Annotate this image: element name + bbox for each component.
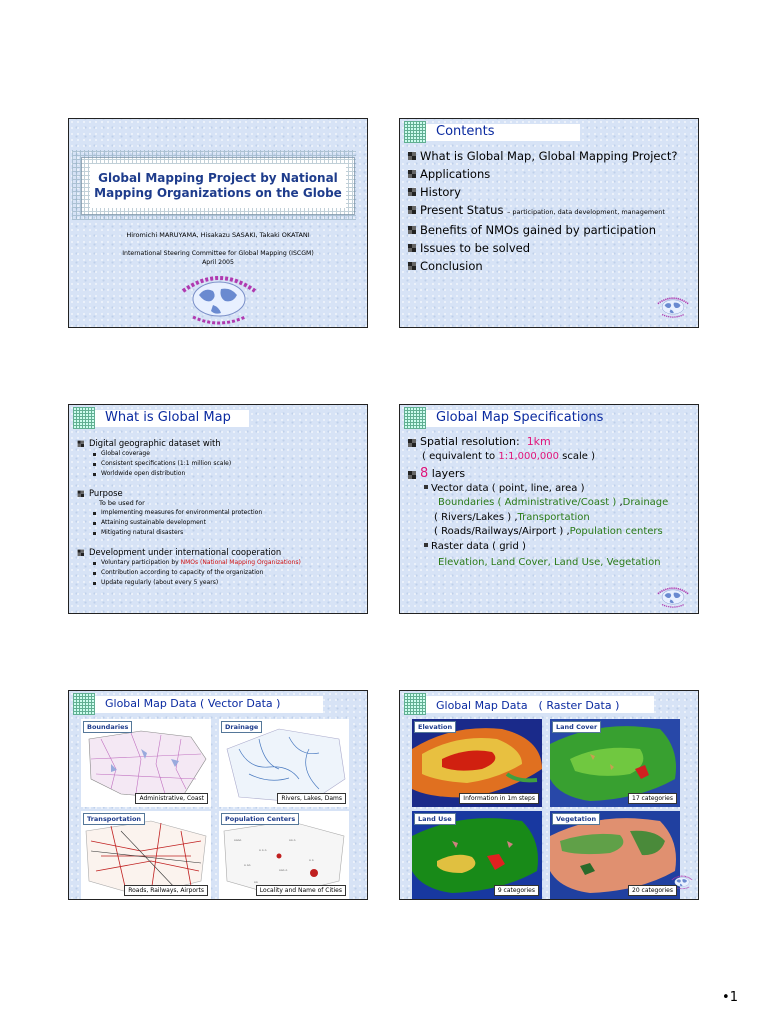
sub-item: Contribution according to capacity of the organization xyxy=(77,568,363,578)
slide-title: Global Map Data ( Vector Data ) xyxy=(105,697,281,710)
header-grid-icon xyxy=(73,693,95,715)
slide-header xyxy=(404,121,580,143)
svg-text:o oo: o oo xyxy=(244,863,251,867)
list-item: Digital geographic dataset with xyxy=(77,438,363,449)
list-item: Conclusion xyxy=(408,257,692,275)
panel-caption: Information in 1m steps xyxy=(459,793,539,804)
bullet-icon xyxy=(408,226,416,234)
spec-vector: Vector data ( point, line, area ) xyxy=(408,482,694,497)
sub-item: Consistent specifications (1:1 million scale) xyxy=(77,459,363,469)
list-item: History xyxy=(408,183,692,201)
list-item: Applications xyxy=(408,165,692,183)
population-centers-map xyxy=(219,811,349,899)
organization xyxy=(69,249,367,267)
bullet-icon xyxy=(408,206,416,214)
slide-vector-data xyxy=(68,690,368,900)
slide-title: Global Map Data ( Raster Data ) xyxy=(436,699,620,712)
bullet-icon xyxy=(408,439,416,447)
slide-header xyxy=(404,693,654,715)
bullet-icon xyxy=(408,152,416,160)
svg-text:oo: oo xyxy=(254,880,258,884)
iscgm-logo-icon xyxy=(169,271,269,327)
slide-title: What is Global Map xyxy=(105,410,231,425)
date: April 2005 xyxy=(202,259,234,266)
panel-tag: Land Cover xyxy=(552,721,601,733)
spec-list xyxy=(408,435,694,571)
spec-raster: Raster data ( grid ) xyxy=(408,540,694,555)
authors: Hiromichi MARUYAMA, Hisakazu SASAKI, Takaki OKATANI xyxy=(126,231,310,239)
org-name: International Steering Committee for Global Mapping (ISCGM) xyxy=(122,250,314,257)
header-grid-icon xyxy=(404,693,426,715)
panel-tag: Transportation xyxy=(83,813,145,825)
svg-text:o o o: o o o xyxy=(259,848,267,852)
spec-raster-layers: Elevation, Land Cover, Land Use, Vegetation xyxy=(438,557,661,568)
bullet-icon xyxy=(408,170,416,178)
panel-tag: Vegetation xyxy=(552,813,600,825)
sub-item: Voluntary participation by NMOs (National Mapping Organizations) xyxy=(77,558,363,568)
svg-text:oooo: oooo xyxy=(234,838,242,842)
panel-tag: Elevation xyxy=(414,721,456,733)
panel-caption: 9 categories xyxy=(494,885,539,896)
panel-caption: Locality and Name of Cities xyxy=(256,885,346,896)
sub-item: Attaining sustainable development xyxy=(77,518,363,528)
svg-text:oo o: oo o xyxy=(289,838,296,842)
slide-raster-data xyxy=(399,690,699,900)
slide-title: Contents xyxy=(436,124,495,139)
title-line-1: Global Mapping Project by National xyxy=(98,171,338,185)
spec-layers: 8 layers xyxy=(408,467,694,482)
list-item: Purpose xyxy=(77,488,363,499)
panel-caption: Rivers, Lakes, Dams xyxy=(277,793,346,804)
panel-caption: 17 categories xyxy=(628,793,677,804)
elevation-map xyxy=(412,719,542,807)
spec-vector-layers-3: ( Roads/Railways/Airport ) ,Population centers xyxy=(434,526,663,537)
title-box xyxy=(81,157,355,215)
svg-text:o o: o o xyxy=(309,858,314,862)
bullet-icon xyxy=(78,490,83,495)
svg-text:ooo o: ooo o xyxy=(279,868,288,872)
slide-contents xyxy=(399,118,699,328)
land-cover-map xyxy=(550,719,680,807)
list-item: Development under international cooperation xyxy=(77,547,363,558)
header-grid-icon xyxy=(404,407,426,429)
list-item: What is Global Map, Global Mapping Project? xyxy=(408,147,692,165)
list-item: Benefits of NMOs gained by participation xyxy=(408,221,692,239)
slide-header xyxy=(73,693,323,715)
sub-heading: To be used for xyxy=(99,499,145,507)
slide-header xyxy=(73,407,249,429)
slide-title xyxy=(68,118,368,328)
spec-vector-layers-2: ( Rivers/Lakes ) ,Transportation xyxy=(434,511,590,523)
page-number: •1 xyxy=(722,990,738,1005)
presentation-title xyxy=(90,164,346,208)
panel-tag: Land Use xyxy=(414,813,456,825)
slide-header xyxy=(404,407,604,429)
list-item: Issues to be solved xyxy=(408,239,692,257)
spec-resolution: Spatial resolution: 1km xyxy=(408,435,694,450)
definition-list xyxy=(77,435,363,588)
bullet-icon xyxy=(408,188,416,196)
vegetation-map xyxy=(550,811,680,899)
panel-caption: Roads, Railways, Airports xyxy=(124,885,208,896)
list-item: Present Status – participation, data development, management xyxy=(408,201,692,221)
sub-item: Global coverage xyxy=(77,449,363,459)
drainage-map xyxy=(219,719,349,807)
panel-caption: 20 categories xyxy=(628,885,677,896)
bullet-icon xyxy=(408,471,416,479)
boundaries-map xyxy=(81,719,211,807)
slide-specifications xyxy=(399,404,699,614)
panel-tag: Boundaries xyxy=(83,721,132,733)
panel-caption: Administrative, Coast xyxy=(135,793,208,804)
header-grid-icon xyxy=(73,407,95,429)
contents-list xyxy=(408,147,692,275)
title-line-2: Mapping Organizations on the Globe xyxy=(94,186,342,200)
sub-item: Update regularly (about every 5 years) xyxy=(77,578,363,588)
sub-item: Worldwide open distribution xyxy=(77,469,363,479)
slide-what-is-global-map xyxy=(68,404,368,614)
bullet-icon xyxy=(78,441,83,446)
bullet-icon xyxy=(408,262,416,270)
header-grid-icon xyxy=(404,121,426,143)
status-note: – participation, data development, management xyxy=(507,208,665,216)
bullet-icon xyxy=(78,550,83,555)
transportation-map xyxy=(81,811,211,899)
panel-tag: Population Centers xyxy=(221,813,299,825)
iscgm-logo-icon xyxy=(652,577,694,614)
sub-item: Implementing measures for environmental protection xyxy=(77,508,363,518)
slide-title: Global Map Specifications xyxy=(436,410,604,425)
bullet-icon xyxy=(408,244,416,252)
panel-tag: Drainage xyxy=(221,721,262,733)
spec-equivalent: ( equivalent to 1:1,000,000 scale ) xyxy=(422,450,596,462)
iscgm-logo-icon xyxy=(652,287,694,327)
sub-item: Mitigating natural disasters xyxy=(77,528,363,538)
land-use-map xyxy=(412,811,542,899)
spec-vector-layers-1: Boundaries ( Administrative/Coast ) ,Drainage xyxy=(438,497,669,508)
